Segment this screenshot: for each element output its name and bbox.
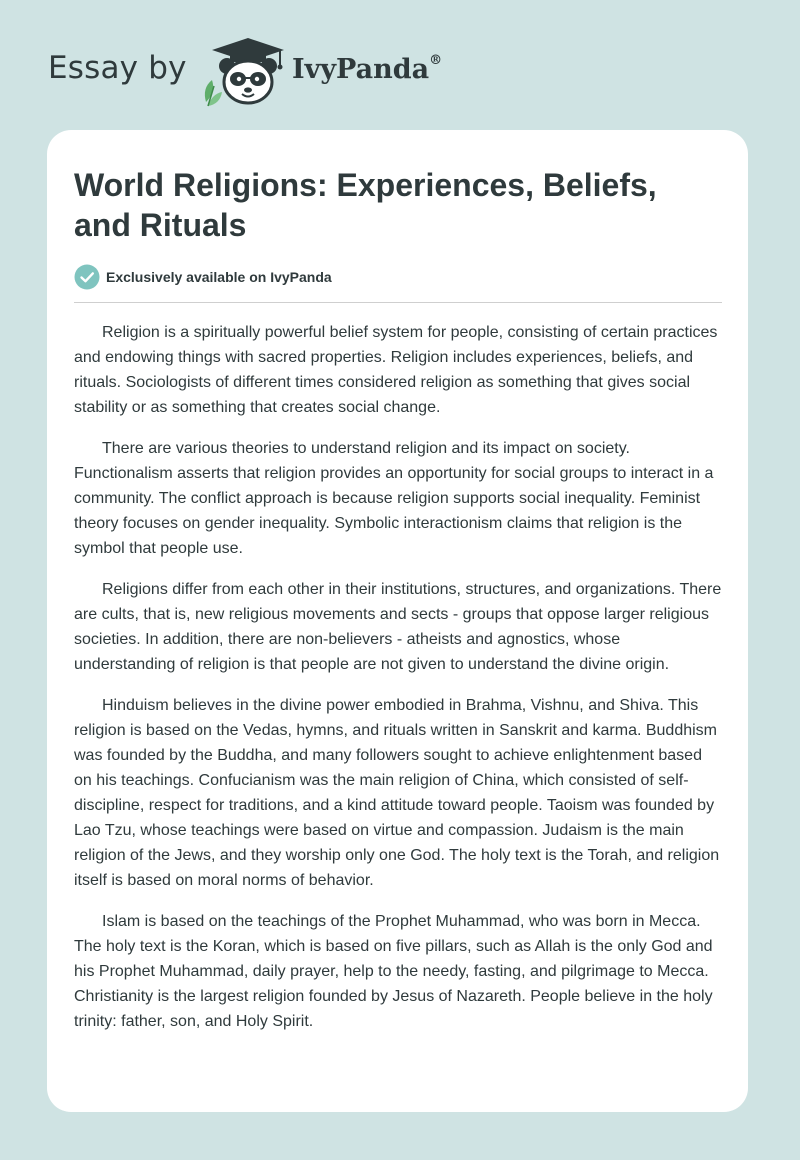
essay-body — [74, 320, 722, 1050]
exclusive-badge — [74, 264, 332, 290]
title-divider — [74, 302, 722, 303]
check-circle-icon — [74, 264, 100, 290]
panda-graduate-logo-icon[interactable] — [200, 36, 290, 108]
essay-by-label: Essay by — [48, 50, 187, 86]
brand-text: IvyPanda — [292, 54, 430, 85]
paragraph: Religion is a spiritually powerful belief system for people, consisting of certain practices and endowing things with sacred properties. Religion includes experiences, beliefs, and rituals. Sociologists of different times considered religion as something that gives social stability or as something that creates social change. — [74, 324, 718, 416]
essay-title: World Religions: Experiences, Beliefs, and Rituals — [74, 167, 657, 243]
ivypanda-brand-name[interactable] — [292, 54, 442, 85]
paragraph: Religions differ from each other in their institutions, structures, and organizations. There are cults, that is, new religious movements and sects - groups that oppose larger religious societies. In addition, there are non-believers - atheists and agnostics, whose understanding of religion is that people are not given to understand the divine origin. — [74, 581, 722, 673]
essay-card — [47, 130, 748, 1112]
exclusive-badge-label: Exclusively available on IvyPanda — [106, 269, 332, 285]
paragraph: There are various theories to understand religion and its impact on society. Functionalism asserts that religion provides an opportunity for social groups to interact in a community. The conflict approach is because religion supports social inequality. Feminist theory focuses on gender inequality. Symbolic interactionism claims that religion is the symbol that people use. — [74, 440, 714, 557]
paragraph: Hinduism believes in the divine power embodied in Brahma, Vishnu, and Shiva. This religion is based on the Vedas, hymns, and rituals written in Sanskrit and karma. Buddhism was founded by the Buddha, and many followers sought to achieve enlightenment based on his teachings. Confucianism was the main religion of China, which consisted of self-discipline, respect for traditions, and a kind attitude toward people. Taoism was founded by Lao Tzu, whose teachings were based on virtue and compassion. Judaism is the main religion of the Jews, and they worship only one God. The holy text is the Torah, and religion itself is based on moral norms of behavior. — [74, 697, 720, 889]
registered-mark: ® — [429, 53, 443, 68]
site-header — [48, 30, 548, 110]
paragraph: Islam is based on the teachings of the Prophet Muhammad, who was born in Mecca. The holy text is the Koran, which is based on five pillars, such as Allah is the only God and his Prophet Muhammad, daily prayer, help to the needy, fasting, and pilgrimage to Mecca. Christianity is the largest religion founded by Jesus of Nazareth. People believe in the holy trinity: father, son, and Holy Spirit. — [74, 913, 713, 1030]
